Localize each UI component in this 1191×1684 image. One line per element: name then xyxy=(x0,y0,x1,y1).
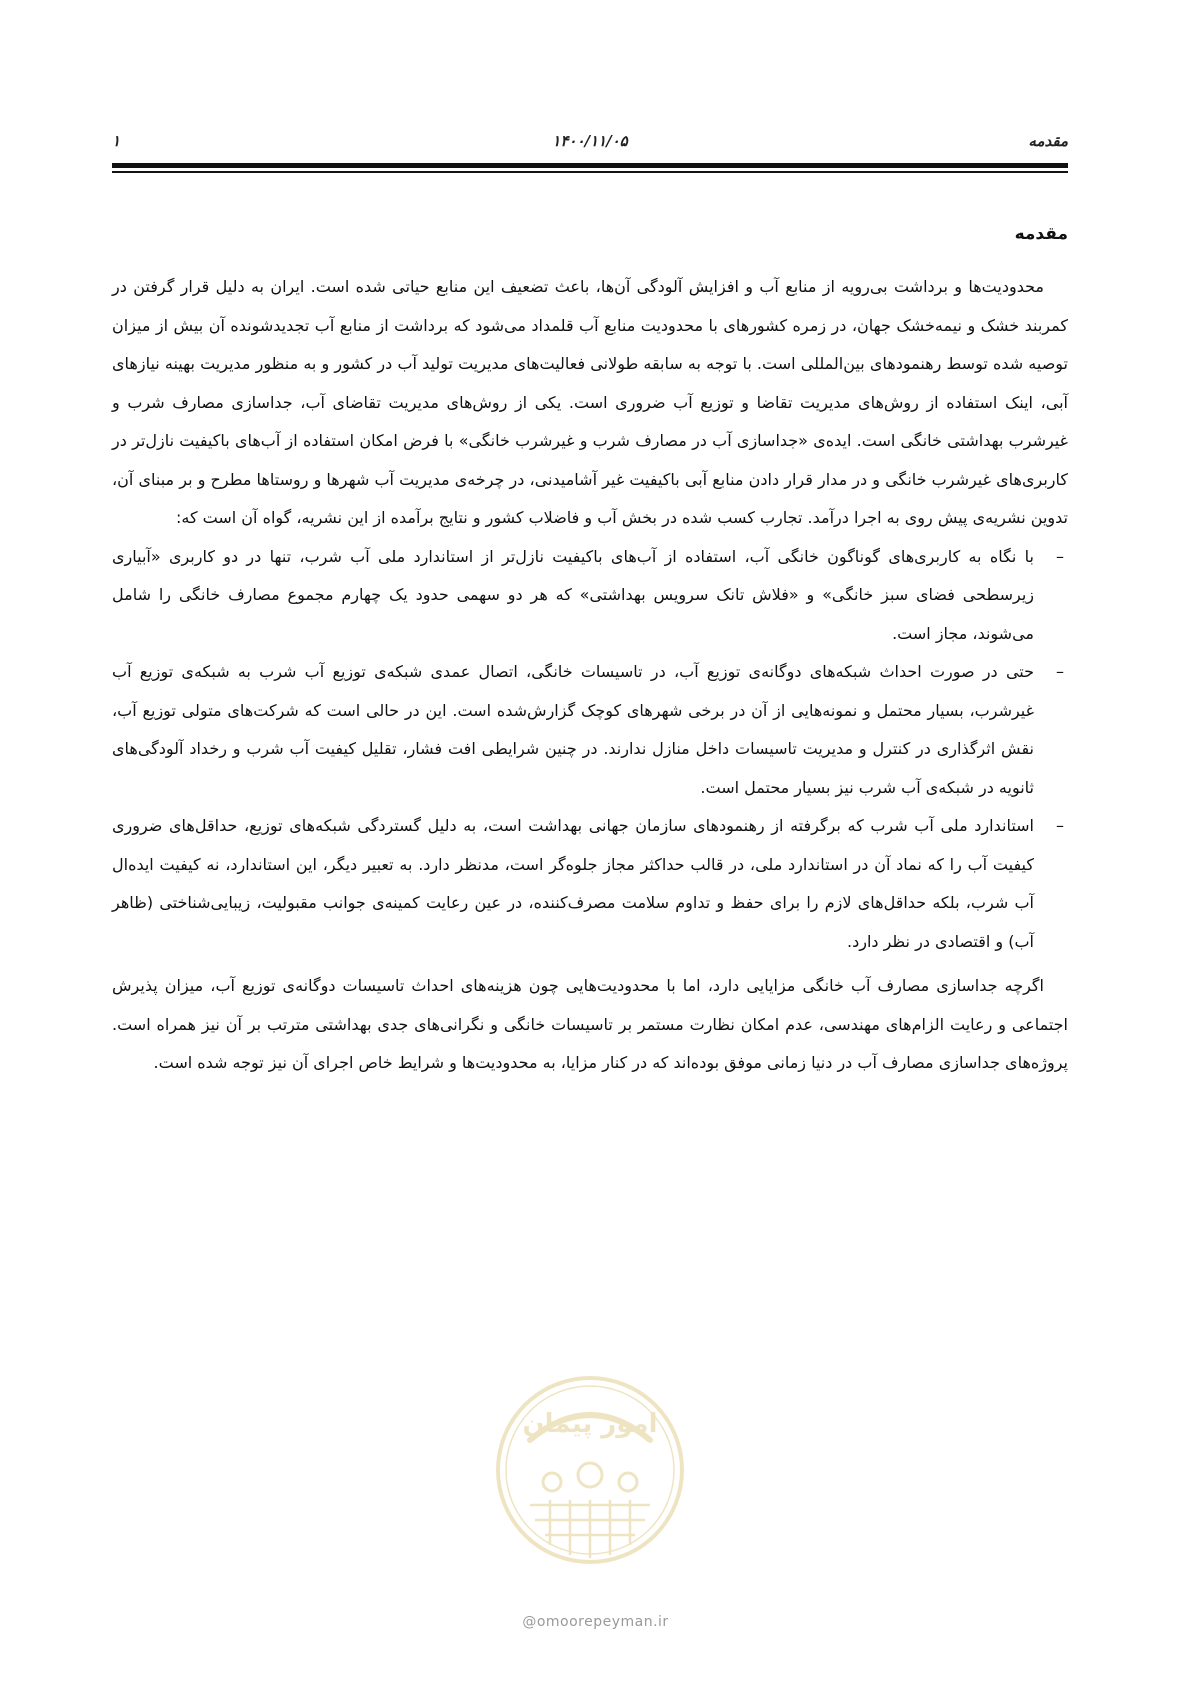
page-header xyxy=(112,132,1068,154)
bullet-dash: – xyxy=(1056,662,1064,681)
header-page-number: ۱ xyxy=(112,132,121,150)
watermark-url: @omoorepeyman.ir xyxy=(522,1614,669,1630)
watermark-logo-text: امور پیمان xyxy=(522,1409,658,1439)
header-rule-thin xyxy=(112,171,1068,173)
bullet-text: با نگاه به کاربری‌های گوناگون خانگی آب، استفاده از آب‌های باکیفیت نازل‌تر از استاندارد ملی آب شرب، تنها در دو کاربری «آبیاری زیرسطحی فضای سبز خانگی» و «فلاش تانک سرویس بهداشتی» که هر دو سهمی حدود یک چهارم مجموع مصارف خانگی را شامل می‌شوند، مجاز است. xyxy=(112,546,1034,643)
bullet-item xyxy=(112,538,1068,654)
bullet-item xyxy=(112,807,1068,961)
watermark-logo-icon xyxy=(490,1370,690,1570)
bullet-text: استاندارد ملی آب شرب که برگرفته از رهنمودهای سازمان جهانی بهداشت است، به دلیل گستردگی شبکه‌های توزیع، حداقل‌های ضروری کیفیت آب را که نماد آن در استاندارد ملی، در قالب حداکثر مجاز جلوه‌گر است، مدنظر دارد. به تعبیر دیگر، این استاندارد، نه کیفیت ایده‌ال آب شرب، بلکه حداقل‌های لازم را برای حفظ و تداوم سلامت مصرف‌کننده، در عین رعایت کمینه‌ی جوانب مقبولیت، زیبایی‌شناختی (ظاهر آب) و اقتصادی در نظر دارد. xyxy=(112,816,1034,951)
section-heading: مقدمه xyxy=(1014,224,1068,244)
header-rule-thick xyxy=(112,163,1068,168)
bullet-item xyxy=(112,653,1068,807)
bullet-dash: – xyxy=(1056,816,1064,835)
intro-paragraph: محدودیت‌ها و برداشت بی‌رویه از منابع آب و افزایش آلودگی آن‌ها، باعث تضعیف این منابع حیاتی شده است. ایران به دلیل قرار گرفتن در کمربند خشک و نیمه‌خشک جهان، در زمره کشورهای با محدودیت منابع آب قلمداد می‌شود که برداشت از منابع آب تجدیدشونده آن بیش از میزان توصیه شده توسط رهنمودهای بین‌المللی است. با توجه به سابقه طولانی فعالیت‌های مدیریت تولید آب در کشور و به منظور مدیریت بهینه نیازهای آبی، اینک استفاده از روش‌های مدیریت تقاضا و توزیع آب ضروری است. یکی از روش‌های مدیریت تقاضای آب، جداسازی مصارف شرب و غیرشرب بهداشتی خانگی است. ایده‌ی «جداسازی آب در مصارف شرب و غیرشرب خانگی» با فرض امکان استفاده از آب‌های باکیفیت نازل‌تر در کاربری‌های غیرشرب خانگی و در مدار قرار دادن منابع آبی باکیفیت غیر آشامیدنی، در چرخه‌ی مدیریت آب شهرها و روستاها مطرح و بر مبنای آن، تدوین نشریه‌ی پیش روی به اجرا درآمد. تجارب کسب شده در بخش آب و فاضلاب کشور و نتایج برآمده از این نشریه، گواه آن است که: xyxy=(112,277,1068,527)
header-date: ۱۴۰۰/۱۱/۰۵ xyxy=(552,132,628,150)
bullet-list xyxy=(112,538,1068,962)
document-body xyxy=(112,218,1068,1083)
bullet-dash: – xyxy=(1056,546,1064,566)
bullet-text: حتی در صورت احداث شبکه‌های دوگانه‌ی توزیع آب، در تاسیسات خانگی، اتصال عمدی شبکه‌ی توزیع آب شرب به شبکه‌ی توزیع آب غیرشرب، بسیار محتمل و نمونه‌هایی از آن در برخی شهرهای کوچک گزارش‌شده است. این در حالی است که شرکت‌های متولی توزیع آب، نقش اثرگذاری در کنترل و مدیریت تاسیسات داخل منازل ندارند. در چنین شرایطی افت فشار، تقلیل کیفیت آب شرب و رخداد آلودگی‌های ثانویه در شبکه‌ی آب شرب نیز بسیار محتمل است. xyxy=(112,662,1034,797)
closing-paragraph: اگرچه جداسازی مصارف آب خانگی مزایایی دارد، اما با محدودیت‌هایی چون هزینه‌های احداث تاسیسات دوگانه‌ی توزیع آب، میزان پذیرش اجتماعی و رعایت الزام‌های مهندسی، عدم امکان نظارت مستمر بر تاسیسات خانگی و نگرانی‌های جدی بهداشتی مترتب بر آن نیز همراه است. پروژه‌های جداسازی مصارف آب در دنیا زمانی موفق بوده‌اند که در کنار مزایا، به محدودیت‌ها و شرایط خاص اجرای آن نیز توجه شده است. xyxy=(112,976,1068,1072)
header-section-title: مقدمه xyxy=(1028,132,1068,150)
